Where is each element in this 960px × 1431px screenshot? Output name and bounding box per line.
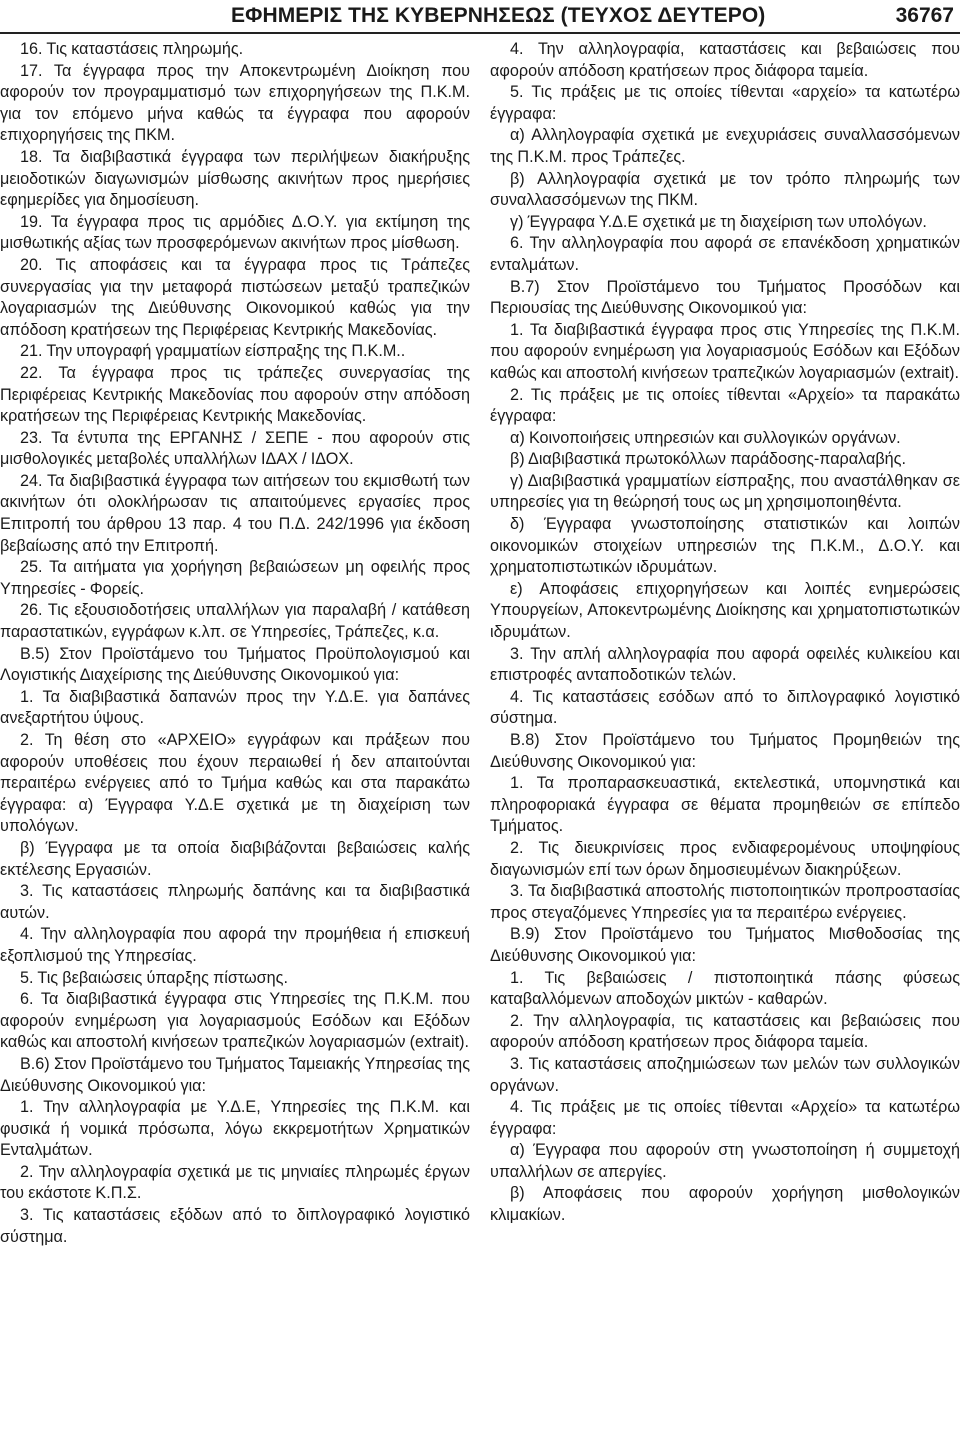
- paragraph: 22. Τα έγγραφα προς τις τράπεζες συνεργασίας της Περιφέρειας Κεντρικής Μακεδονίας που αφορούν στην απόδοση κρατήσεων της Περιφέρειας Κεντρικής Μακεδονίας.: [0, 363, 470, 426]
- paragraph: 4. Την αλληλογραφία, καταστάσεις και βεβαιώσεις που αφορούν απόδοση κρατήσεων προς διάφορα ταμεία.: [490, 40, 960, 80]
- paragraph: 2. Την αλληλογραφία, τις καταστάσεις και βεβαιώσεις που αφορούν απόδοση κρατήσεων προς διάφορα ταμεία.: [490, 1011, 960, 1052]
- header-divider: [0, 32, 960, 34]
- paragraph: 2. Την αλληλογραφία σχετικά με τις μηνιαίες πληρωμές έργων του εκάστοτε Κ.Π.Σ.: [0, 1162, 470, 1203]
- paragraph: 21. Την υπογραφή γραμματίων είσπραξης της Π.Κ.Μ..: [20, 342, 406, 361]
- section-heading: Β.7) Στον Προϊστάμενο του Τμήματος Προσόδων και Περιουσίας της Διεύθυνσης Οικονομικού για:: [490, 277, 960, 318]
- paragraph: 6. Τα διαβιβαστικά έγγραφα στις Υπηρεσίες της Π.Κ.Μ. που αφορούν ενημέρωση για λογαριασμούς Εσόδων και Εξόδων καθώς και αποστολή κινήσεων τραπεζικών λογαριασμών (extrait).: [0, 990, 470, 1052]
- paragraph: 19. Τα έγγραφα προς τις αρμόδιες Δ.Ο.Υ. για εκτίμηση της μισθωτικής αξίας των προσφερόμενων ακινήτων προς μίσθωση.: [0, 212, 470, 253]
- paragraph: γ) Διαβιβαστικά γραμματίων είσπραξης, που αναστάλθηκαν σε υπηρεσίες για τη θεώρησή τους ως μη χρησιμοποιηθέντα.: [490, 471, 960, 512]
- paragraph: 2. Τη θέση στο «ΑΡΧΕΙΟ» εγγράφων και πράξεων που αφορούν υποθέσεις που έχουν περαιωθεί ή δεν απαιτούνται περαιτέρω ενέργειες από το Τμήμα καθώς και στα παρακάτω έγγραφα: α) Έγγραφα Υ.Δ.Ε σχετικά με τη διαχείριση των υπολόγων.: [0, 731, 470, 836]
- paragraph: β) Διαβιβαστικά πρωτοκόλλων παράδοσης‑παραλαβής.: [510, 450, 906, 469]
- right-column: [490, 39, 960, 1227]
- paragraph: 1. Τις βεβαιώσεις / πιστοποιητικά πάσης φύσεως καταβαλλόμενων αποδοχών μικτών ‑ καθαρών.: [490, 968, 960, 1009]
- paragraph: 18. Τα διαβιβαστικά έγγραφα των περιλήψεων διακήρυξης μειοδοτικών διαγωνισμών μίσθωσης ακινήτων προς ημερήσιες εφημερίδες για δημοσίευση.: [0, 147, 470, 210]
- paragraph: 3. Τα διαβιβαστικά αποστολής πιστοποιητικών προπροστασίας προς στεγαζόμενες Υπηρεσίες για τα περαιτέρω ενέργειες.: [490, 882, 960, 922]
- paragraph: 3. Τις καταστάσεις πληρωμής δαπάνης και τα διαβιβαστικά αυτών.: [0, 882, 470, 922]
- paragraph: 4. Τις καταστάσεις εσόδων από το διπλογραφικό λογιστικό σύστημα.: [490, 687, 960, 728]
- paragraph: 24. Τα διαβιβαστικά έγγραφα των αιτήσεων του εκμισθωτή των ακινήτων ότι ολοκλήρωσαν τις απαιτούμενες εργασίες προς Επιτροπή του άρθρου 13 παρ. 4 του Π.Δ. 242/1996 για έκδοση βεβαίωσης από την Επιτροπή.: [0, 471, 470, 555]
- paragraph: α) Έγγραφα που αφορούν στη γνωστοποίηση ή συμμετοχή υπαλλήλων σε απεργίες.: [490, 1141, 960, 1181]
- paragraph: β) Έγγραφα με τα οποία διαβιβάζονται βεβαιώσεις καλής εκτέλεσης Εργασιών.: [0, 838, 470, 879]
- paragraph: 3. Την απλή αλληλογραφία που αφορά οφειλές κυλικείου και επιστροφές ανταποδοτικών τελών.: [490, 644, 960, 685]
- paragraph: 3. Τις καταστάσεις εξόδων από το διπλογραφικό λογιστικό σύστημα.: [0, 1206, 470, 1246]
- paragraph: α) Αλληλογραφία σχετικά με ενεχυριάσεις συναλλασσόμενων της Π.Κ.Μ. προς Τράπεζες.: [490, 126, 960, 166]
- paragraph: γ) Έγγραφα Υ.Δ.Ε σχετικά με τη διαχείριση των υπολόγων.: [510, 212, 927, 231]
- paragraph: 1. Την αλληλογραφία με Υ.Δ.Ε, Υπηρεσίες της Π.Κ.Μ. και φυσικά ή νομικά πρόσωπα, λόγω εκκρεμοτήτων Χρηματικών Ενταλμάτων.: [0, 1098, 470, 1160]
- section-heading: Β.8) Στον Προϊστάμενο του Τμήματος Προμηθειών της Διεύθυνσης Οικονομικού για:: [490, 731, 960, 771]
- gazette-title: ΕΦΗΜΕΡΙΣ ΤΗΣ ΚΥΒΕΡΝΗΣΕΩΣ (ΤΕΥΧΟΣ ΔΕΥΤΕΡΟ): [231, 4, 766, 27]
- left-column: [0, 39, 470, 1248]
- paragraph: 4. Την αλληλογραφία που αφορά την προμήθεια ή επισκευή εξοπλισμού της Υπηρεσίας.: [0, 925, 470, 965]
- paragraph: 1. Τα διαβιβαστικά έγγραφα προς στις Υπηρεσίες της Π.Κ.Μ. που αφορούν ενημέρωση για λογαριασμούς Εσόδων και Εξόδων καθώς και αποστολή κινήσεων τραπεζικών λογαριασμών (extrait).: [490, 320, 960, 382]
- paragraph: 4. Τις πράξεις με τις οποίες τίθενται «Αρχείο» τα κατωτέρω έγγραφα:: [490, 1098, 960, 1138]
- paragraph: α) Κοινοποιήσεις υπηρεσιών και συλλογικών οργάνων.: [510, 428, 901, 447]
- paragraph: 3. Τις καταστάσεις αποζημιώσεων των μελών των συλλογικών οργάνων.: [490, 1054, 960, 1095]
- paragraph: 16. Τις καταστάσεις πληρωμής.: [20, 40, 244, 58]
- paragraph: δ) Έγγραφα γνωστοποίησης στατιστικών και λοιπών οικονομικών στοιχείων υπηρεσιών της Π.Κ.Μ., Δ.Ο.Υ. και χρηματοπιστωτικών ιδρυμάτων.: [490, 515, 960, 577]
- section-heading: Β.9) Στον Προϊστάμενο του Τμήματος Μισθοδοσίας της Διεύθυνσης Οικονομικού για:: [490, 925, 960, 965]
- section-heading: Β.6) Στον Προϊστάμενο του Τμήματος Ταμειακής Υπηρεσίας της Διεύθυνσης Οικονομικού για:: [0, 1054, 470, 1095]
- paragraph: β) Αλληλογραφία σχετικά με τον τρόπο πληρωμής των συναλλασσόμενων της ΠΚΜ.: [490, 169, 960, 210]
- paragraph: 1. Τα διαβιβαστικά δαπανών προς την Υ.Δ.Ε. για δαπάνες ανεξαρτήτου ύψους.: [0, 687, 470, 728]
- paragraph: 1. Τα προπαρασκευαστικά, εκτελεστικά, υπομνηστικά και πληροφοριακά έγγραφα σε θέματα προμηθειών σε επίπεδο Τμήματος.: [490, 774, 960, 836]
- paragraph: β) Αποφάσεις που αφορούν χορήγηση μισθολογικών κλιμακίων.: [490, 1184, 960, 1225]
- paragraph: 25. Τα αιτήματα για χορήγηση βεβαιώσεων μη οφειλής προς Υπηρεσίες ‑ Φορείς.: [0, 558, 470, 598]
- paragraph: 5. Τις πράξεις με τις οποίες τίθενται «αρχείο» τα κατωτέρω έγγραφα:: [490, 83, 960, 123]
- paragraph: 5. Τις βεβαιώσεις ύπαρξης πίστωσης.: [20, 968, 288, 987]
- paragraph: 26. Τις εξουσιοδοτήσεις υπαλλήλων για παραλαβή / κατάθεση παραστατικών, εγγράφων κ.λπ. σε Υπηρεσίες, Τράπεζες, κ.α.: [0, 601, 470, 642]
- page-number: 36767: [895, 4, 954, 27]
- page-header: [0, 0, 960, 38]
- paragraph: 17. Τα έγγραφα προς την Αποκεντρωμένη Διοίκηση που αφορούν τον προγραμματισμό των επιχορηγήσεων της Π.Κ.Μ. για τον επόμενο μήνα καθώς τα έγγραφα που αφορούν επιχορηγήσεις της ΠΚΜ.: [0, 61, 470, 145]
- paragraph: 2. Τις διευκρινίσεις προς ενδιαφερομένους υποψηφίους διαγωνισμών επί των όρων δημοσιευμένων διακηρύξεων.: [490, 838, 960, 879]
- paragraph: 6. Την αλληλογραφία που αφορά σε επανέκδοση χρηματικών ενταλμάτων.: [490, 234, 960, 274]
- paragraph: 2. Τις πράξεις με τις οποίες τίθενται «Αρχείο» τα παρακάτω έγγραφα:: [490, 385, 960, 426]
- paragraph: 20. Τις αποφάσεις και τα έγγραφα προς τις Τράπεζες συνεργασίας για την μεταφορά πιστώσεων μεταξύ τραπεζικών λογαριασμών της Διεύθυνσης Οικονομικού καθώς για την απόδοση κρατήσεων της Περιφέρειας Κεντρικής Μακεδονίας.: [0, 255, 470, 339]
- section-heading: Β.5) Στον Προϊστάμενο του Τμήματος Προϋπολογισμού και Λογιστικής Διαχείρισης της Διεύθυνσης Οικονομικού για:: [0, 644, 470, 685]
- paragraph: 23. Τα έντυπα της ΕΡΓΑΝΗΣ / ΣΕΠΕ ‑ που αφορούν στις μισθολογικές μεταβολές υπαλλήλων ΙΔΑΧ / ΙΔΟΧ.: [0, 428, 470, 469]
- paragraph: ε) Αποφάσεις επιχορηγήσεων και λοιπές ενημερώσεις Υπουργείων, Αποκεντρωμένης Διοίκησης και χρηματοπιστωτικών ιδρυμάτων.: [490, 579, 960, 642]
